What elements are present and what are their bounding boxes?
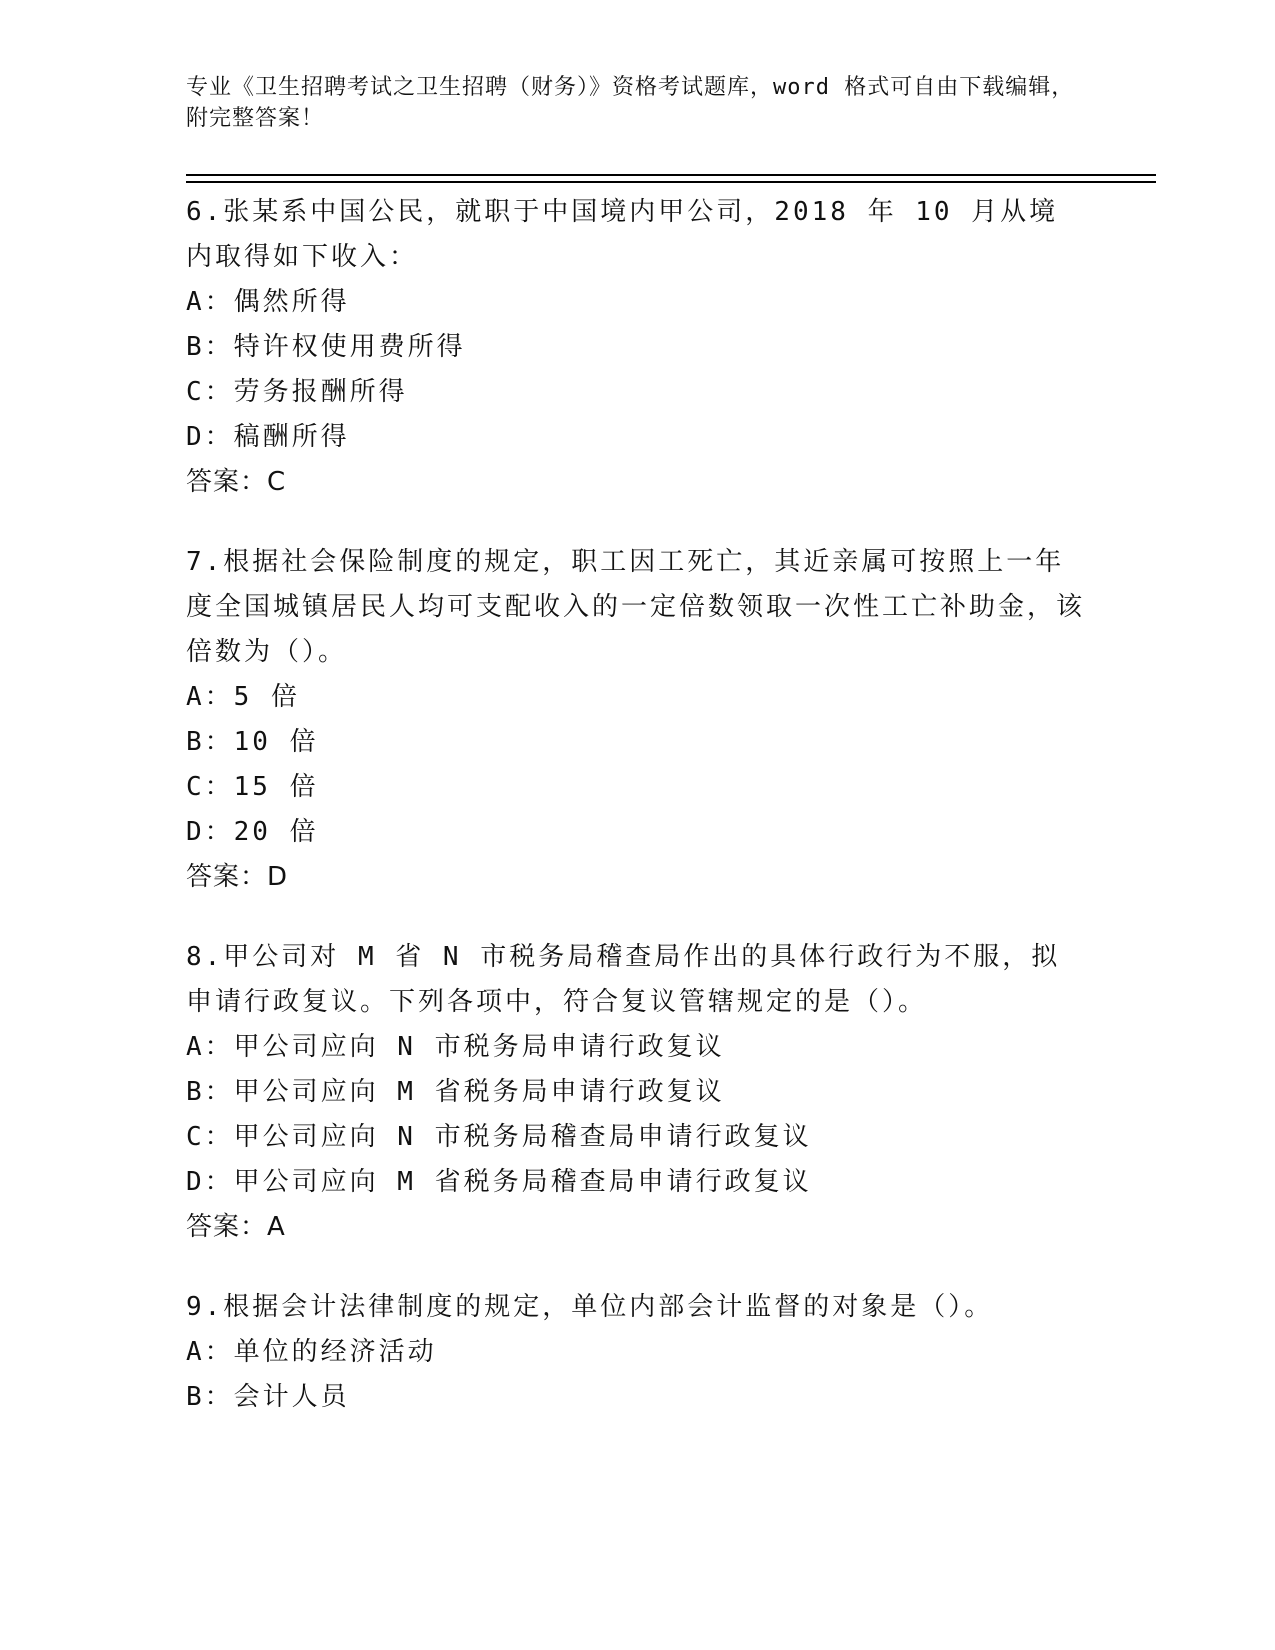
answer-line: 答案：A xyxy=(186,1212,286,1242)
question-8 xyxy=(186,935,1086,1250)
option-b: B：10 倍 xyxy=(186,727,319,757)
option-d: D：20 倍 xyxy=(186,817,319,847)
option-a: A：单位的经济活动 xyxy=(186,1337,437,1367)
document-header: 专业《卫生招聘考试之卫生招聘（财务）》资格考试题库，word 格式可自由下载编辑，附完整答案！ xyxy=(186,75,1075,131)
question-7 xyxy=(186,540,1086,900)
option-c: C：15 倍 xyxy=(186,772,319,802)
question-6 xyxy=(186,190,1086,505)
question-text: 8.甲公司对 M 省 N 市税务局稽查局作出的具体行政行为不服，拟申请行政复议。下列各项中，符合复议管辖规定的是（）。 xyxy=(186,942,1061,1017)
option-c: C：甲公司应向 N 市税务局稽查局申请行政复议 xyxy=(186,1122,812,1152)
question-9 xyxy=(186,1285,1086,1420)
option-a: A：5 倍 xyxy=(186,682,300,712)
option-d: D：甲公司应向 M 省税务局稽查局申请行政复议 xyxy=(186,1167,812,1197)
header-rule-bottom xyxy=(186,181,1156,183)
question-list xyxy=(186,190,1086,1455)
header-rule-top xyxy=(186,174,1156,176)
option-b: B：特许权使用费所得 xyxy=(186,332,466,362)
answer-line: 答案：D xyxy=(186,862,289,892)
question-text: 9.根据会计法律制度的规定，单位内部会计监督的对象是（）。 xyxy=(186,1292,994,1322)
option-b: B：会计人员 xyxy=(186,1382,350,1412)
option-c: C：劳务报酬所得 xyxy=(186,377,408,407)
question-text: 6.张某系中国公民，就职于中国境内甲公司，2018 年 10 月从境内取得如下收入： xyxy=(186,197,1059,272)
option-a: A：偶然所得 xyxy=(186,287,350,317)
option-d: D：稿酬所得 xyxy=(186,422,350,452)
answer-line: 答案：C xyxy=(186,467,287,497)
option-a: A：甲公司应向 N 市税务局申请行政复议 xyxy=(186,1032,725,1062)
question-text: 7.根据社会保险制度的规定，职工因工死亡，其近亲属可按照上一年度全国城镇居民人均可支配收入的一定倍数领取一次性工亡补助金，该倍数为（）。 xyxy=(186,547,1086,667)
option-b: B：甲公司应向 M 省税务局申请行政复议 xyxy=(186,1077,725,1107)
